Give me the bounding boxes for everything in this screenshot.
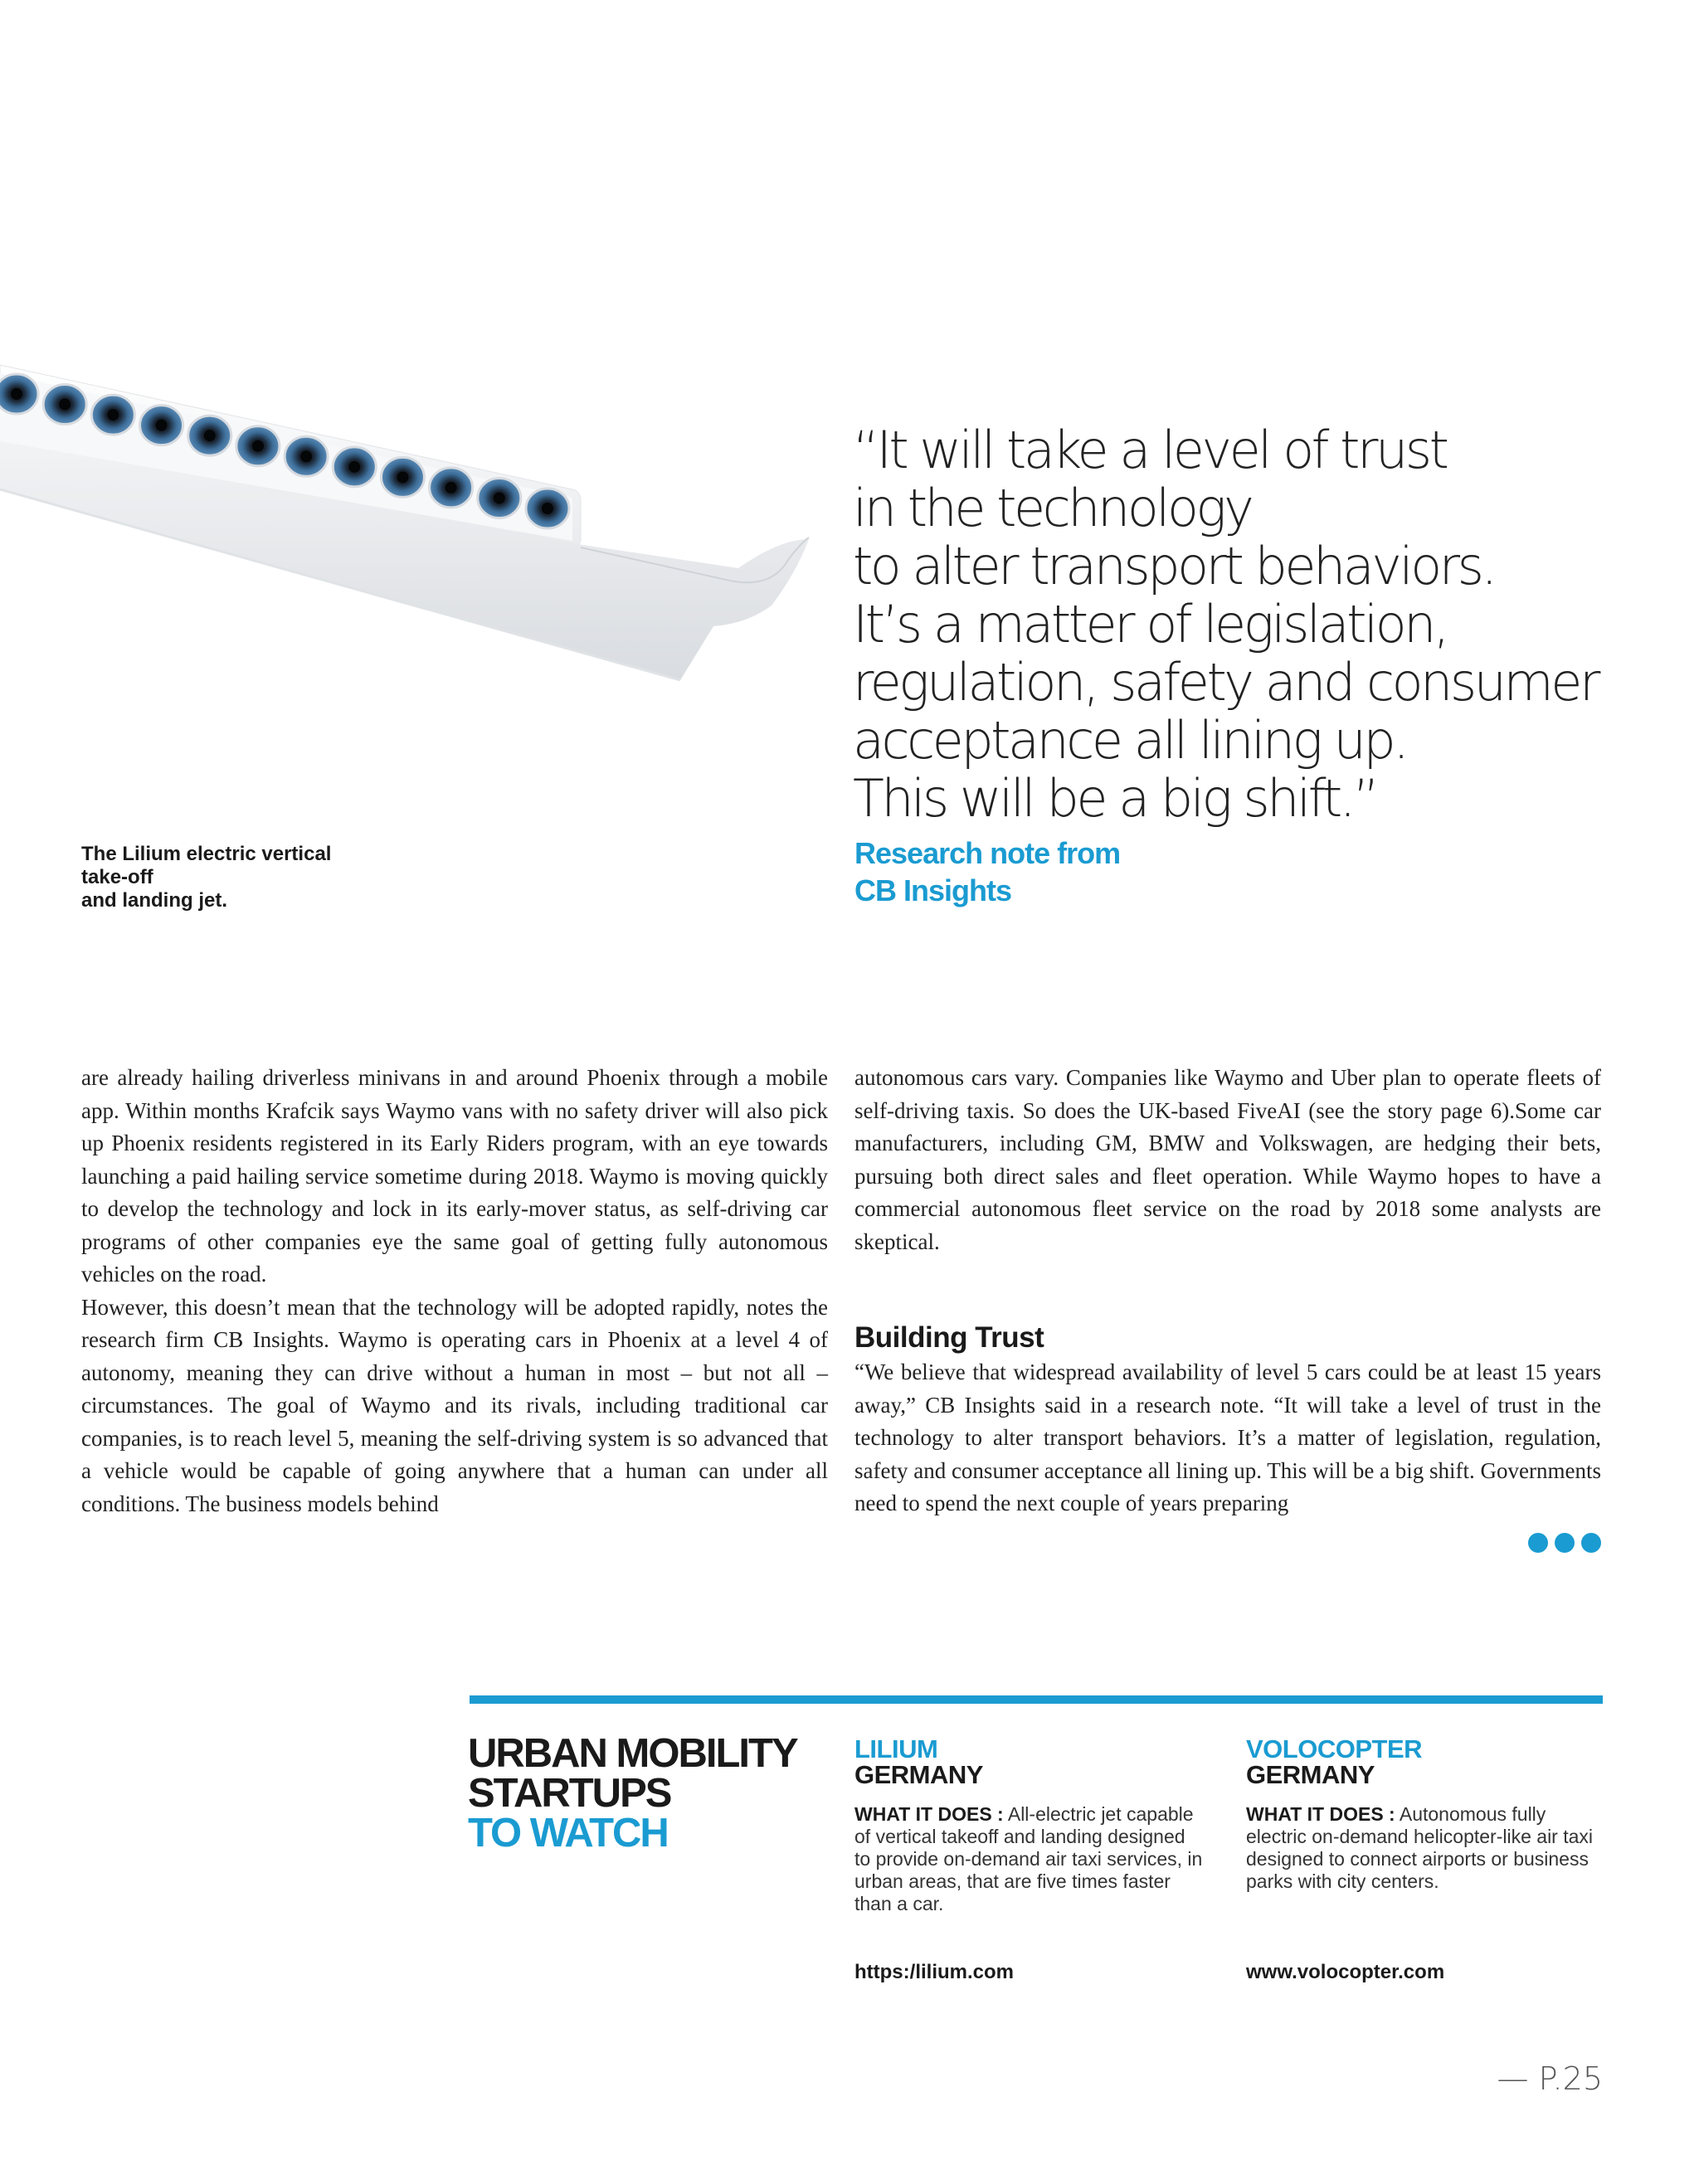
startup-country: GERMANY (1246, 1760, 1375, 1789)
continued-dots-icon (1528, 1533, 1601, 1553)
description-text: Autonomous fully electric on-demand helicopter-like air taxi designed to connect airports or business parks with city centers. (1246, 1803, 1594, 1892)
quote-line: in the technology (853, 478, 1252, 538)
engine-hub-icon (494, 492, 505, 503)
engine-hub-icon (156, 420, 168, 431)
startup-card-lilium (854, 1734, 1203, 1983)
caption-line: The Lilium electric vertical (81, 843, 332, 865)
quote-line: regulation, safety and consumer (853, 652, 1598, 713)
startups-box-title (468, 1731, 816, 1856)
pull-quote (853, 421, 1649, 828)
engine-hub-icon (107, 409, 119, 421)
caption-line: take-off (81, 866, 153, 888)
section-heading: Building Trust (854, 1321, 1044, 1354)
startup-card-volocopter (1246, 1734, 1594, 1983)
engine-hub-icon (397, 471, 408, 483)
engine-hub-icon (542, 503, 553, 514)
engine-hub-icon (348, 461, 360, 473)
engine-hub-icon (204, 430, 216, 441)
description-text: All-electric jet capable of vertical takeoff and landing designed to provide on-demand air taxi services, in urban areas, that are five times faster than a car. (854, 1803, 1203, 1914)
article-paragraph: However, this doesn’t mean that the technology will be adopted rapidly, notes the research firm CB Insights. Waymo is operating cars in Phoenix at a level 4 of autonomy, meaning they can drive without a human in most – but not all – circumstances. The goal of Waymo and its rivals, including traditional car companies, is to reach level 5, meaning the self-driving system is so advanced that a vehicle would be capable of going anywhere that a human can under all conditions. The business models behind (81, 1294, 828, 1516)
engine-hub-icon (11, 388, 22, 400)
startup-url-link[interactable]: https:/lilium.com (854, 1961, 1014, 1983)
article-column-right (854, 1062, 1601, 1520)
lilium-jet-image (0, 348, 821, 697)
figure-caption (81, 843, 355, 912)
attribution-line: Research note from (854, 836, 1121, 870)
startup-description (1246, 1803, 1594, 1893)
article-paragraph: autonomous cars vary. Companies like Waymo and Uber plan to operate fleets of self-driving taxis. So does the UK-based FiveAI (see the story page 6).Some car manufacturers, including GM, BMW and Volkswagen, are hedging their bets, pursuing both direct sales and fleet operation. While Waymo hopes to have a commercial autonomous fleet service on the road by 2018 some analysts are skeptical. (854, 1065, 1601, 1254)
quote-line: It’s a matter of legislation, (853, 594, 1448, 654)
engine-hub-icon (59, 399, 71, 411)
quote-attribution (854, 834, 1269, 909)
article-paragraph: are already hailing driverless minivans in and around Phoenix through a mobile app. Within months Krafcik says Waymo vans with no safety driver will also pick up Phoenix residents registered in its Early Riders program, with an eye towards launching a paid hailing service sometime during 2018. Waymo is moving quickly to develop the technology and lock in its early-mover status, as self-driving car programs of other companies eye the same goal of getting fully autonomous vehicles on the road. (81, 1065, 828, 1287)
caption-line: and landing jet. (81, 889, 228, 912)
title-line: STARTUPS (468, 1771, 671, 1816)
startup-url-link[interactable]: www.volocopter.com (1246, 1961, 1445, 1983)
title-line-accent: TO WATCH (468, 1811, 668, 1856)
startup-name: VOLOCOPTER (1246, 1734, 1423, 1763)
what-it-does-label: WHAT IT DOES : (854, 1803, 1004, 1825)
startup-description (854, 1803, 1203, 1915)
attribution-line: CB Insights (854, 873, 1012, 907)
quote-line: to alter transport behaviors. (853, 536, 1495, 596)
engine-hub-icon (445, 482, 457, 494)
what-it-does-label: WHAT IT DOES : (1246, 1803, 1395, 1825)
quote-line: This will be a big shift.” (853, 768, 1377, 829)
quote-line: acceptance all lining up. (853, 710, 1407, 771)
page-number: — P.25 (1497, 2060, 1603, 2097)
article-column-left (81, 1062, 828, 1520)
title-line: URBAN MOBILITY (468, 1731, 797, 1776)
engine-hub-icon (300, 450, 312, 462)
startup-name: LILIUM (854, 1734, 938, 1763)
engine-hub-icon (252, 440, 264, 452)
quote-line: “It will take a level of trust (853, 420, 1447, 480)
article-paragraph: “We believe that widespread availability of level 5 cars could be at least 15 years away,” CB Insights said in a research note. “It will take a level of trust in the technology to alter transport behaviors. It’s a matter of legislation, regulation, safety and consumer acceptance all lining up. This will be a big shift. Governments need to spend the next couple of years preparing (854, 1360, 1602, 1515)
startup-country: GERMANY (854, 1760, 983, 1789)
section-divider (470, 1695, 1603, 1704)
